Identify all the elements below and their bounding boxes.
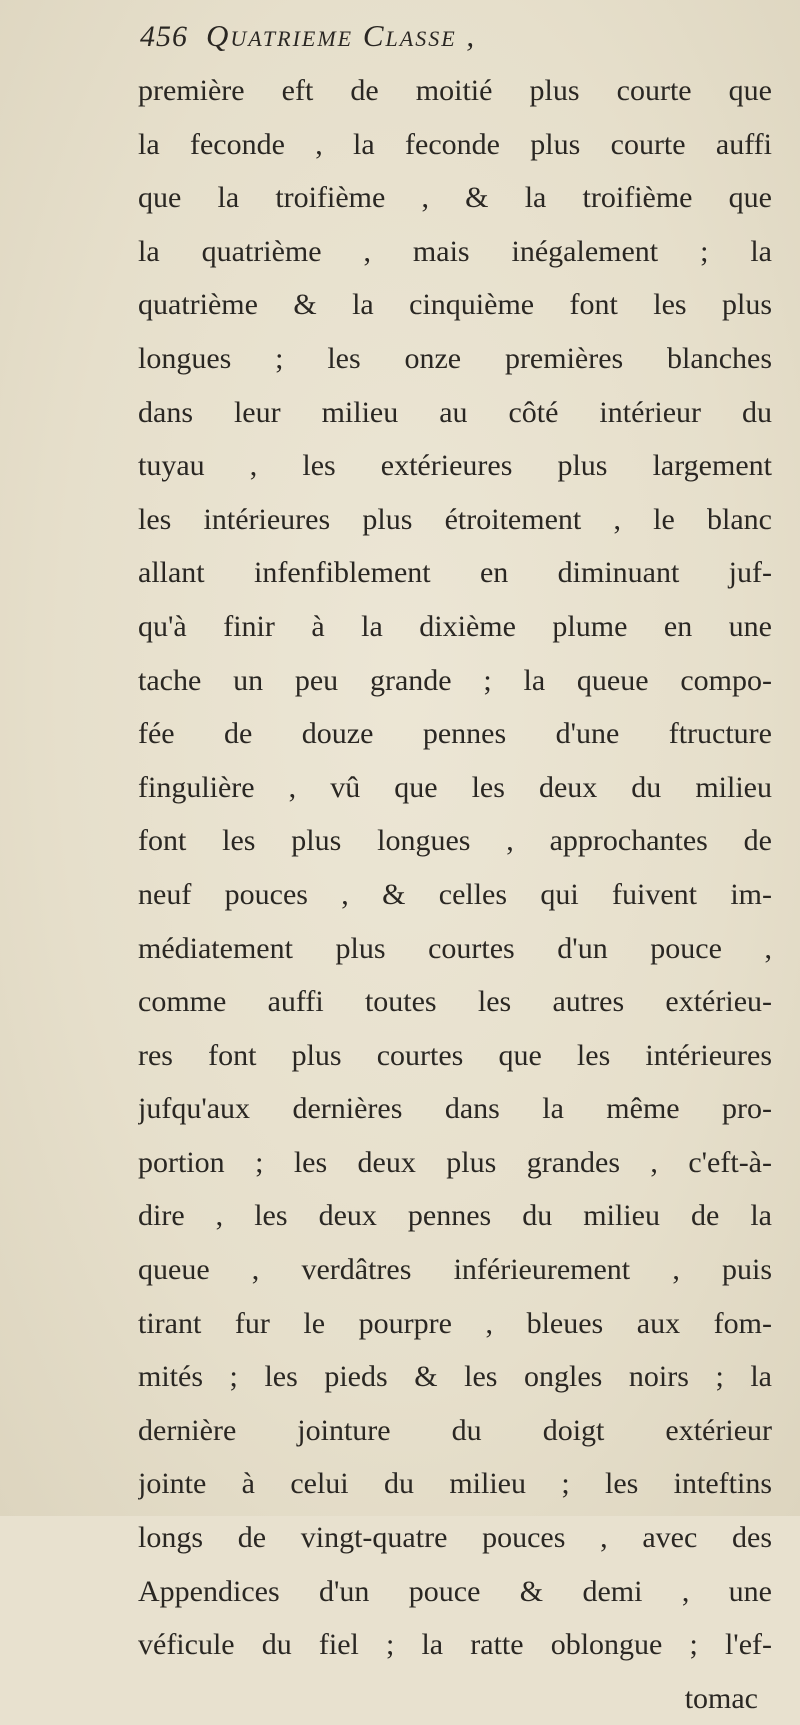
text-line: dernière jointure du doigt extérieur [138, 1413, 772, 1447]
text-line: dire , les deux pennes du milieu de la [138, 1199, 772, 1233]
running-title: Quatrieme Classe , [206, 18, 477, 53]
text-line: fingulière , vû que les deux du milieu [138, 770, 772, 804]
text-line: tirant fur le pourpre , bleues aux fom- [138, 1306, 772, 1340]
text-line: les intérieures plus étroitement , le blanc [138, 502, 772, 536]
text-line: portion ; les deux plus grandes , c'eft-à- [138, 1145, 772, 1179]
text-line: jufqu'aux dernières dans la même pro- [138, 1092, 772, 1126]
text-line: longues ; les onze premières blanches [138, 341, 772, 375]
text-line: mités ; les pieds & les ongles noirs ; la [138, 1360, 772, 1394]
text-line: véficule du fiel ; la ratte oblongue ; l'ef- [138, 1628, 772, 1662]
text-line: quatrième & la cinquième font les plus [138, 288, 772, 322]
text-line: dans leur milieu au côté intérieur du [138, 395, 772, 429]
text-line: tache un peu grande ; la queue compo- [138, 663, 772, 697]
text-line: longs de vingt-quatre pouces , avec des [138, 1521, 772, 1555]
text-line: res font plus courtes que les intérieures [138, 1038, 772, 1072]
text-line: qu'à finir à la dixième plume en une [138, 609, 772, 643]
text-line: jointe à celui du milieu ; les inteftins [138, 1467, 772, 1501]
text-line: allant infenfiblement en diminuant juf- [138, 556, 772, 590]
text-line: la quatrième , mais inégalement ; la [138, 234, 772, 268]
catchword: tomac [684, 1681, 758, 1715]
text-line: fée de douze pennes d'une ftructure [138, 717, 772, 751]
text-line: que la troifième , & la troifième que [138, 181, 772, 215]
text-line: neuf pouces , & celles qui fuivent im- [138, 877, 772, 911]
page-number: 456 [140, 20, 188, 53]
text-line: tuyau , les extérieures plus largement [138, 449, 772, 483]
page-header [140, 18, 476, 70]
body-text [138, 64, 772, 1725]
text-line: queue , verdâtres inférieurement , puis [138, 1253, 772, 1287]
text-line: première eft de moitié plus courte que [138, 74, 772, 107]
text-line: la feconde , la feconde plus courte auffi [138, 127, 772, 161]
text-line: font les plus longues , approchantes de [138, 824, 772, 858]
text-line: comme auffi toutes les autres extérieu- [138, 985, 772, 1019]
text-line: Appendices d'un pouce & demi , une [138, 1574, 772, 1608]
text-line: médiatement plus courtes d'un pouce , [138, 931, 772, 965]
